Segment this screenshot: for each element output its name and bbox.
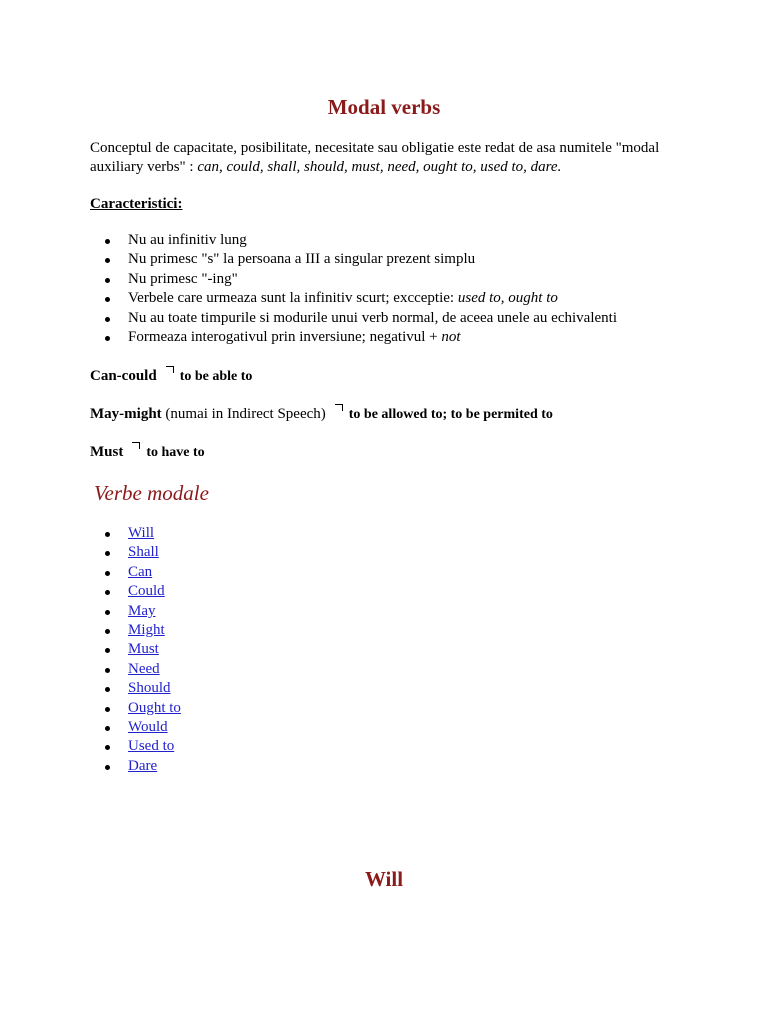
list-item-text: Nu au infinitiv lung — [128, 232, 247, 248]
intro-paragraph — [90, 139, 700, 177]
verb-link[interactable]: Used to — [128, 738, 175, 755]
arrow-icon — [335, 404, 343, 411]
verb-link[interactable]: Must — [128, 641, 159, 658]
list-item — [90, 563, 181, 582]
intro-text: Conceptul de capacitate, posibilitate, necesitate sau obligatie este redat de asa numitele "modal auxiliary verbs" : — [90, 140, 660, 175]
section-heading: Verbe modale — [94, 481, 209, 505]
list-item — [90, 309, 617, 328]
list-item — [90, 231, 617, 250]
verb-link[interactable]: Shall — [128, 544, 159, 561]
list-item — [90, 737, 181, 756]
list-item — [90, 270, 617, 289]
equivalent-may — [90, 404, 553, 424]
verb-link[interactable]: Need — [128, 660, 160, 677]
modal-verb: Can-could — [90, 368, 157, 384]
characteristics-heading: Caracteristici: — [90, 196, 183, 212]
list-item-emphasis: used to, ought to — [457, 290, 558, 307]
equivalent-must — [90, 442, 205, 462]
list-item-text: Nu primesc "-ing" — [128, 270, 238, 287]
will-heading: Will — [364, 867, 404, 891]
verb-link[interactable]: Can — [128, 563, 153, 580]
list-item — [90, 328, 617, 347]
modal-verb: Must — [90, 444, 124, 460]
list-item — [90, 289, 617, 308]
list-item-text: Formeaza interogativul prin inversiune; negativul + — [128, 329, 442, 346]
list-item — [90, 602, 181, 621]
list-item — [90, 699, 181, 718]
modal-verb: May-might — [90, 406, 162, 422]
characteristics-list — [90, 231, 617, 347]
list-item — [90, 718, 181, 737]
list-item — [90, 250, 617, 269]
verb-link-list — [90, 524, 181, 776]
verb-link[interactable]: Should — [128, 680, 171, 697]
list-item — [90, 640, 181, 659]
verb-link[interactable]: Would — [128, 719, 168, 736]
verb-link[interactable]: Dare — [128, 757, 158, 774]
equivalent-target: to be able to — [179, 369, 253, 384]
list-item — [90, 757, 181, 776]
list-item — [90, 524, 181, 543]
page-title: Modal verbs — [327, 95, 441, 119]
arrow-icon — [132, 442, 140, 449]
list-item-text: Verbele care urmeaza sunt la infinitiv scurt; excceptie: — [128, 290, 458, 307]
list-item-text: Nu primesc "s" la persoana a III a singular prezent simplu — [128, 251, 476, 268]
intro-examples: can, could, shall, should, must, need, ought to, used to, dare. — [197, 159, 562, 175]
verb-link[interactable]: May — [128, 602, 156, 619]
list-item — [90, 582, 181, 601]
list-item — [90, 543, 181, 562]
verb-link[interactable]: Ought to — [128, 699, 181, 716]
list-item-text: Nu au toate timpurile si modurile unui verb normal, de aceea unele au echivalenti — [128, 309, 617, 326]
equivalent-can — [90, 366, 252, 386]
verb-link[interactable]: Could — [128, 583, 165, 600]
list-item — [90, 660, 181, 679]
modal-note: (numai in Indirect Speech) — [161, 406, 326, 422]
verb-link[interactable]: Will — [128, 525, 155, 541]
list-item — [90, 621, 181, 640]
list-item — [90, 679, 181, 698]
list-item-emphasis: not — [441, 329, 461, 346]
equivalent-target: to have to — [146, 445, 205, 460]
equivalent-target: to be allowed to; to be permited to — [348, 407, 553, 422]
verb-link[interactable]: Might — [128, 622, 165, 639]
arrow-icon — [166, 366, 174, 373]
